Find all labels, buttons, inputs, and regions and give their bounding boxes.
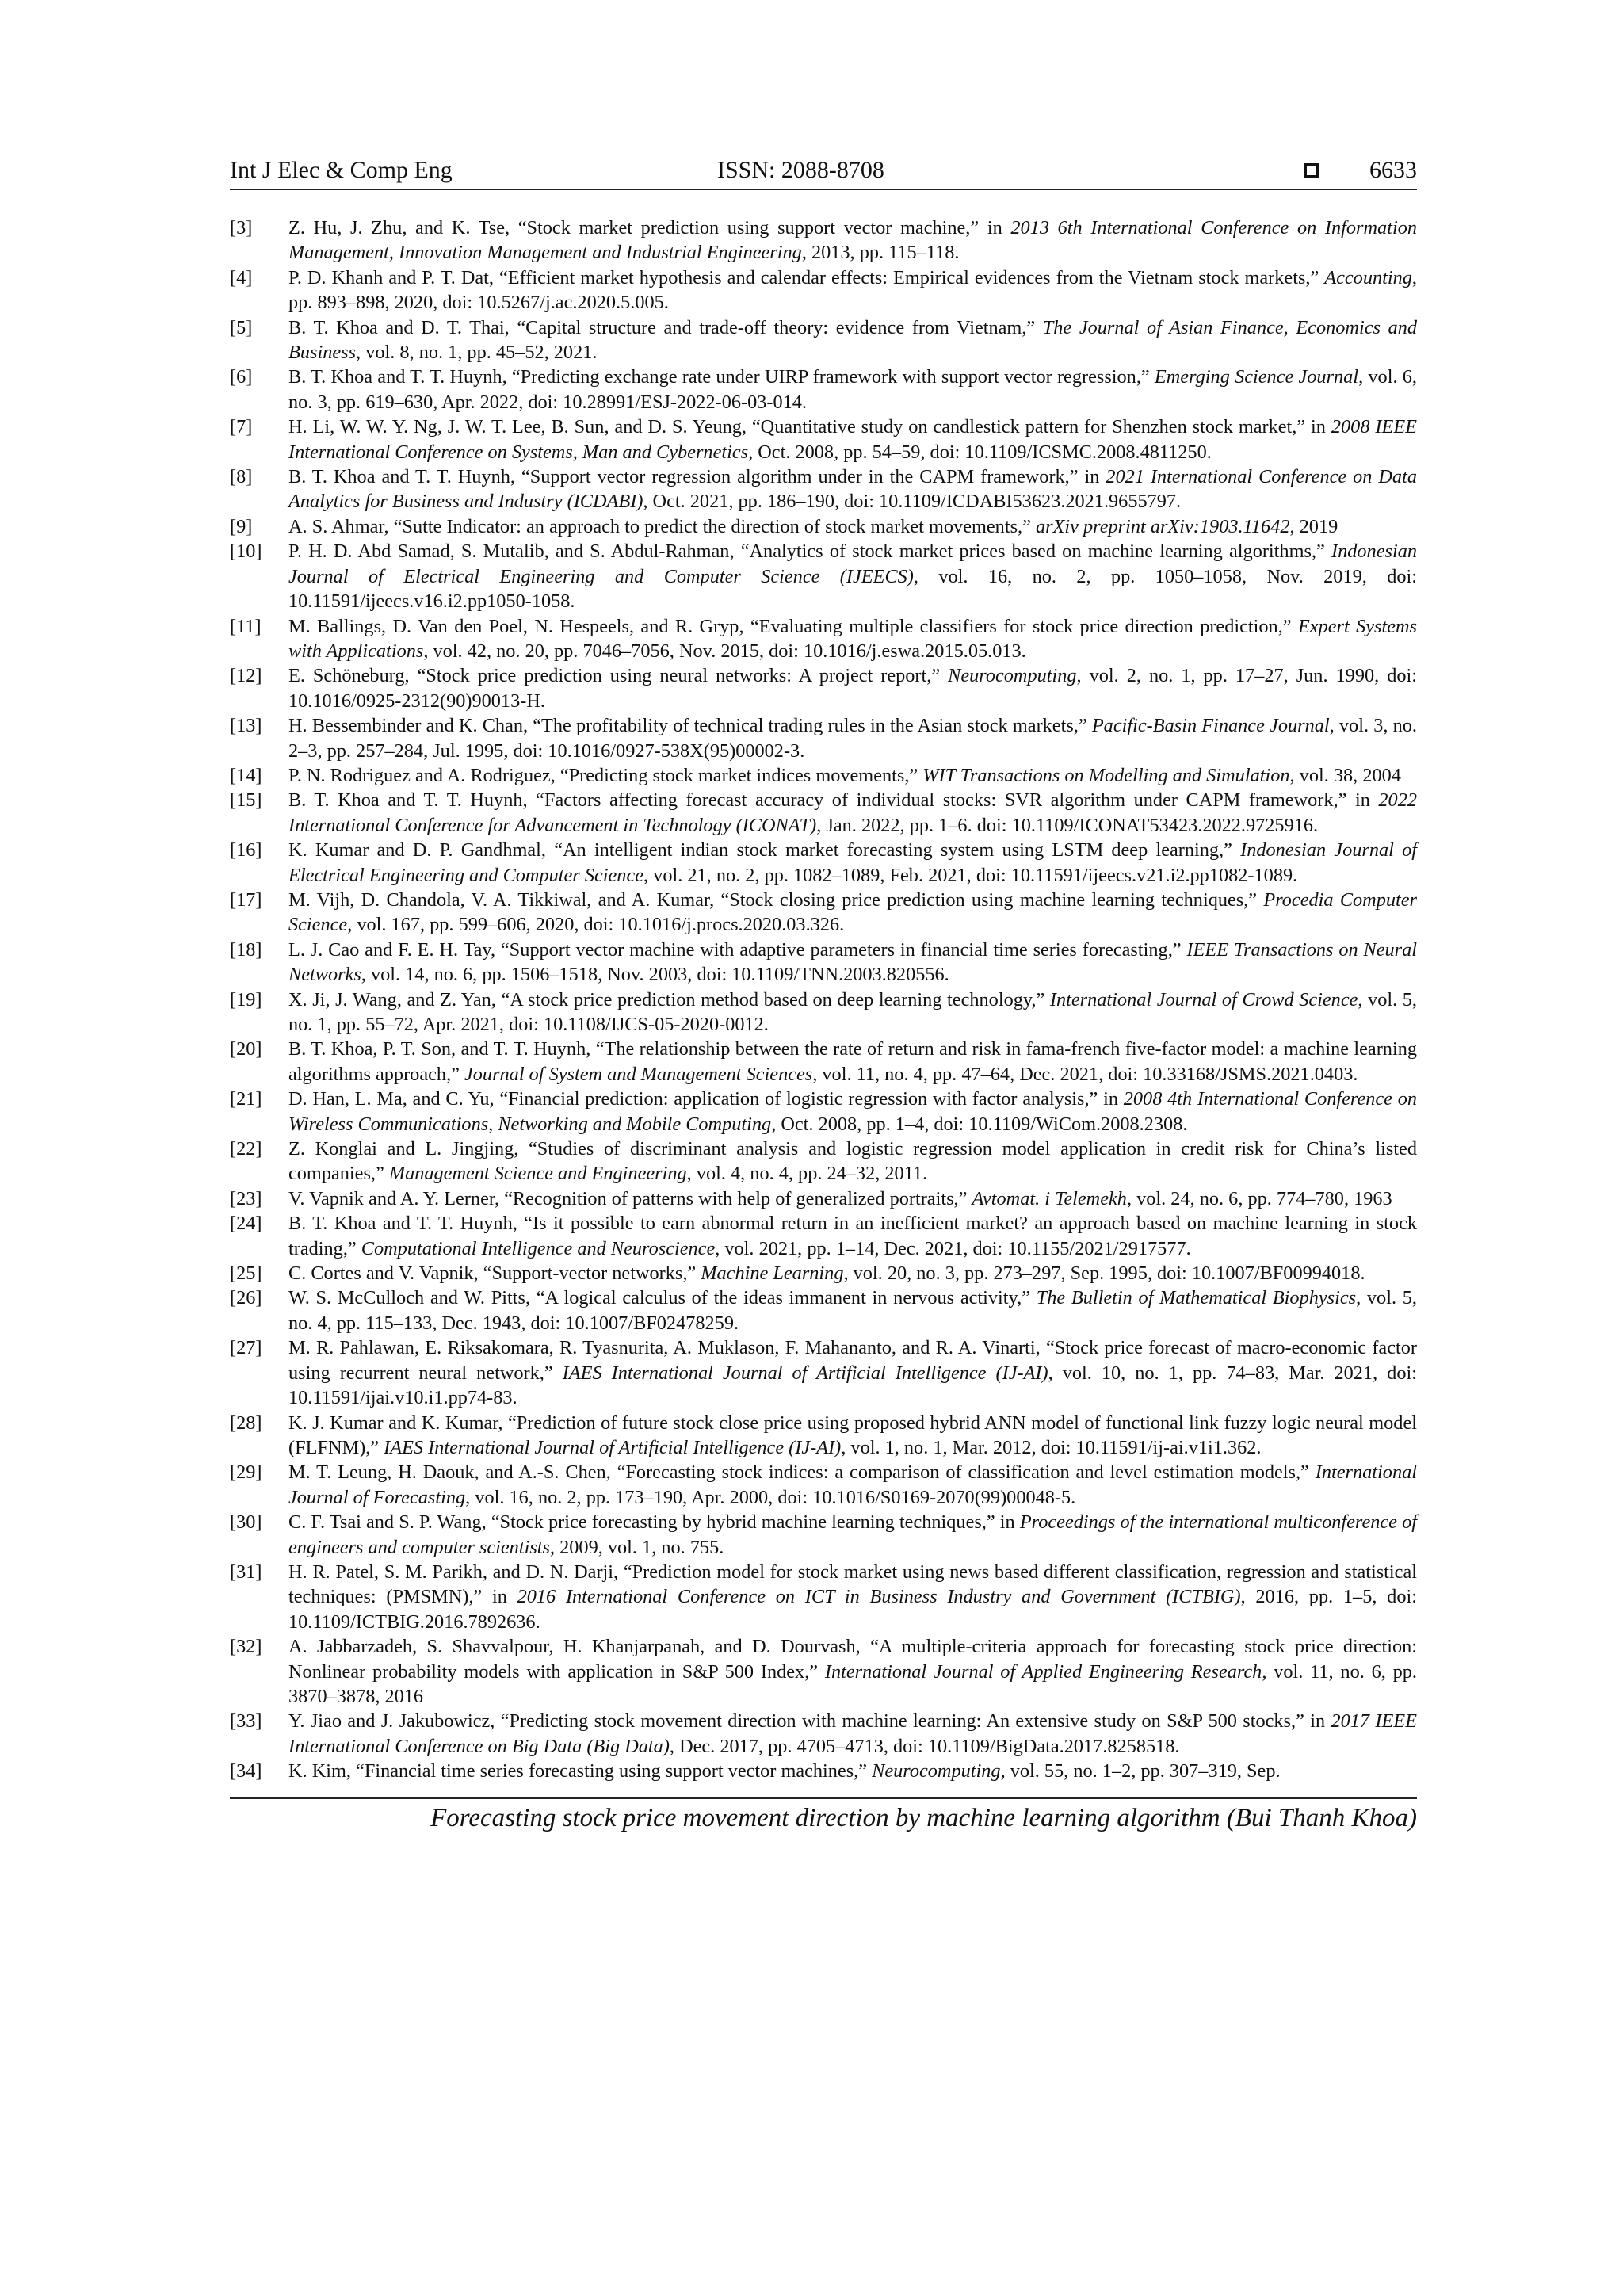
reference-segment: , vol. 4, no. 4, pp. 24–32, 2011. [686,1163,928,1185]
reference-source: Neurocomputing [872,1760,1001,1782]
reference-segment: Y. Jiao and J. Jakubowicz, “Predicting stock movement direction with machine learning: An extensive study on S&P 500 stocks,” in [288,1710,1331,1733]
reference-source: Avtomat. i Telemekh [972,1187,1127,1209]
reference-segment: , Dec. 2017, pp. 4705–4713, doi: 10.1109/BigData.2017.8258518. [669,1735,1180,1757]
reference-item [230,1137,1417,1186]
reference-item [230,1335,1417,1410]
reference-item [230,1709,1417,1759]
reference-text [288,838,1417,888]
reference-segment: B. T. Khoa and T. T. Huynh, “Is it possible to earn abnormal return in an inefficient market? an approach based on machine learning in stock trading,” [288,1213,1417,1259]
reference-source: 2022 International Conference for Advancement in Technology (ICONAT) [288,789,1417,836]
reference-text [288,1634,1417,1709]
reference-segment: , vol. 16, no. 2, pp. 173–190, Apr. 2000, doi: 10.1016/S0169-2070(99)00048-5. [465,1486,1076,1508]
reference-text [288,539,1417,613]
reference-item [230,838,1417,888]
reference-segment: K. J. Kumar and K. Kumar, “Prediction of future stock close price using proposed hybrid ANN model of functional link fuzzy logic neural model (FLFNM),” [288,1412,1417,1458]
reference-item [230,1286,1417,1335]
reference-text [288,1560,1417,1634]
reference-segment: , vol. 14, no. 6, pp. 1506–1518, Nov. 2003, doi: 10.1109/TNN.2003.820556. [361,964,949,986]
reference-number: [7] [230,416,253,438]
reference-item [230,988,1417,1037]
reference-segment: , vol. 16, no. 2, pp. 1050–1058, Nov. 2019, doi: 10.11591/ijeecs.v16.i2.pp1050-1058. [288,565,1417,613]
reference-item [230,539,1417,613]
reference-segment: , vol. 21, no. 2, pp. 1082–1089, Feb. 2021, doi: 10.11591/ijeecs.v21.i2.pp1082-1089. [643,864,1298,886]
reference-segment: B. T. Khoa and T. T. Huynh, “Factors affecting forecast accuracy of individual stocks: SVR algorithm under CAPM framework,” in [288,789,1379,812]
reference-segment: , vol. 10, no. 1, pp. 74–83, Mar. 2021, doi: 10.11591/ijai.v10.i1.pp74-83. [288,1362,1417,1409]
reference-number: [20] [230,1038,262,1060]
reference-item [230,1411,1417,1461]
reference-number: [14] [230,764,262,786]
reference-source: Machine Learning [701,1263,844,1285]
reference-source: 2021 International Conference on Data Analytics for Business and Industry (ICDABI) [288,466,1417,513]
reference-segment: V. Vapnik and A. Y. Lerner, “Recognition of patterns with help of generalized portraits,” [288,1187,972,1209]
reference-text [288,266,1417,315]
reference-segment: L. J. Cao and F. E. H. Tay, “Support vector machine with adaptive parameters in financial time series forecasting,” [288,938,1187,961]
reference-text [288,763,1417,788]
reference-segment: , vol. 167, pp. 599–606, 2020, doi: 10.1016/j.procs.2020.03.326. [347,914,845,936]
reference-source: Emerging Science Journal [1154,366,1359,388]
reference-text [288,1286,1417,1335]
footer-rule [230,1797,1417,1799]
reference-segment: , vol. 24, no. 6, pp. 774–780, 1963 [1126,1187,1392,1209]
reference-source: arXiv preprint arXiv:1903.11642 [1035,515,1290,537]
reference-item [230,888,1417,938]
reference-text [288,713,1417,763]
reference-text [288,938,1417,988]
reference-source: Accounting [1324,266,1412,288]
reference-source: Management Science and Engineering [388,1163,687,1185]
reference-number: [26] [230,1287,262,1309]
running-header [230,155,1417,190]
reference-segment: , vol. 6, no. 3, pp. 619–630, Apr. 2022, doi: 10.28991/ESJ-2022-06-03-014. [288,366,1417,413]
reference-number: [13] [230,715,262,737]
reference-segment: , vol. 11, no. 6, pp. 3870–3878, 2016 [288,1660,1417,1707]
reference-source: Neurocomputing [948,665,1077,687]
reference-segment: , vol. 55, no. 1–2, pp. 307–319, Sep. [1000,1760,1281,1782]
reference-item [230,1560,1417,1634]
reference-segment: Z. Hu, J. Zhu, and K. Tse, “Stock market prediction using support vector machine,” in [288,217,1011,239]
reference-text [288,988,1417,1037]
reference-item [230,788,1417,838]
reference-text [288,663,1417,713]
reference-segment: M. T. Leung, H. Daouk, and A.-S. Chen, “Forecasting stock indices: a comparison of classification and level estimation models,” [288,1461,1316,1484]
reference-segment: X. Ji, J. Wang, and Z. Yan, “A stock price prediction method based on deep learning technology,” [288,988,1050,1010]
reference-item [230,1510,1417,1560]
reference-number: [4] [230,266,253,288]
reference-item [230,514,1417,539]
reference-segment: M. Ballings, D. Van den Poel, N. Hespeels, and R. Gryp, “Evaluating multiple classifiers for stock price direction prediction,” [288,615,1298,637]
reference-number: [12] [230,665,262,687]
reference-text [288,1411,1417,1461]
reference-segment: M. R. Pahlawan, E. Riksakomara, R. Tyasnurita, A. Muklason, F. Mahananto, and R. A. Vinarti, “Stock price forecast of macro-economic factor using recurrent neural network,” [288,1337,1417,1384]
reference-segment: D. Han, L. Ma, and C. Yu, “Financial prediction: application of logistic regression with factor analysis,” in [288,1088,1124,1110]
reference-item [230,663,1417,713]
reference-source: 2013 6th International Conference on Information Management, Innovation Management and Industrial Engineering [288,217,1417,264]
reference-segment: , 2019 [1289,515,1338,537]
reference-source: Computational Intelligence and Neuroscience [361,1237,716,1259]
reference-segment: P. N. Rodriguez and A. Rodriguez, “Predicting stock market indices movements,” [288,764,923,786]
reference-segment: A. S. Ahmar, “Sutte Indicator: an approach to predict the direction of stock market movements,” [288,515,1036,537]
reference-item [230,266,1417,315]
reference-segment: B. T. Khoa and T. T. Huynh, “Predicting exchange rate under UIRP framework with support vector regression,” [288,366,1155,388]
reference-segment: B. T. Khoa, P. T. Son, and T. T. Huynh, “The relationship between the rate of return and risk in fama-french five-factor model: a machine learning algorithms approach,” [288,1038,1417,1085]
reference-item [230,315,1417,365]
reference-segment: E. Schöneburg, “Stock price prediction using neural networks: A project report,” [288,665,949,687]
reference-segment: K. Kumar and D. P. Gandhmal, “An intelligent indian stock market forecasting system using LSTM deep learning,” [288,839,1241,861]
reference-number: [9] [230,515,253,537]
reference-segment: , vol. 20, no. 3, pp. 273–297, Sep. 1995, doi: 10.1007/BF00994018. [843,1263,1365,1285]
reference-source: Indonesian Journal of Electrical Engineering and Computer Science (IJEECS) [288,541,1417,587]
reference-segment: , vol. 3, no. 2–3, pp. 257–284, Jul. 1995, doi: 10.1016/0927-538X(95)00002-3. [288,715,1417,762]
reference-number: [18] [230,938,262,961]
reference-number: [23] [230,1187,262,1209]
reference-source: WIT Transactions on Modelling and Simulation [922,764,1290,786]
reference-number: [29] [230,1461,262,1484]
reference-segment: M. Vijh, D. Chandola, V. A. Tikkiwal, and A. Kumar, “Stock closing price prediction using machine learning techniques,” [288,888,1264,911]
reference-item [230,1037,1417,1087]
reference-item [230,1261,1417,1286]
reference-text [288,464,1417,514]
reference-item [230,464,1417,514]
reference-segment: , vol. 2, no. 1, pp. 17–27, Jun. 1990, doi: 10.1016/0925-2312(90)90013-H. [288,665,1417,712]
reference-source: International Journal of Applied Engineering Research [824,1660,1262,1683]
reference-segment: B. T. Khoa and T. T. Huynh, “Support vector regression algorithm under in the CAPM framework,” in [288,466,1106,488]
reference-segment: , 2009, vol. 1, no. 755. [549,1536,724,1558]
reference-source: International Journal of Crowd Science [1049,988,1358,1010]
reference-number: [34] [230,1760,262,1782]
reference-number: [19] [230,988,262,1010]
reference-segment: H. Li, W. W. Y. Ng, J. W. T. Lee, B. Sun, and D. S. Yeung, “Quantitative study on candlestick pattern for Shenzhen stock market,” in [288,416,1331,438]
reference-text [288,614,1417,664]
reference-text [288,1510,1417,1560]
reference-segment: , vol. 5, no. 4, pp. 115–133, Dec. 1943, doi: 10.1007/BF02478259. [288,1287,1417,1334]
reference-source: IAES International Journal of Artificial Intelligence (IJ-AI) [384,1436,842,1458]
running-footer: Forecasting stock price movement direction by machine learning algorithm (Bui Thanh Khoa) [430,1804,1417,1832]
reference-number: [22] [230,1138,262,1160]
reference-text [288,1037,1417,1087]
reference-text [288,1335,1417,1410]
reference-item [230,415,1417,464]
reference-source: International Journal of Forecasting [288,1461,1417,1508]
reference-segment: , vol. 38, 2004 [1289,764,1401,786]
reference-number: [17] [230,888,262,911]
reference-source: The Bulletin of Mathematical Biophysics [1036,1287,1357,1309]
reference-segment: , vol. 1, no. 1, Mar. 2012, doi: 10.11591/ij-ai.v1i1.362. [841,1436,1262,1458]
reference-text [288,415,1417,464]
reference-item [230,1634,1417,1709]
reference-segment: , Jan. 2022, pp. 1–6. doi: 10.1109/ICONAT53423.2022.9725916. [816,814,1319,836]
reference-item [230,1759,1417,1783]
reference-text [288,1460,1417,1510]
reference-item [230,938,1417,988]
reference-source: 2016 International Conference on ICT in Business Industry and Government (ICTBIG) [517,1586,1241,1608]
reference-number: [32] [230,1636,262,1658]
reference-source: Proceedings of the international multiconference of engineers and computer scientists [288,1511,1417,1558]
reference-text [288,1709,1417,1759]
issn: ISSN: 2088-8708 [717,157,884,183]
reference-text [288,1137,1417,1186]
reference-item [230,1186,1417,1211]
reference-text [288,315,1417,365]
reference-item [230,1087,1417,1137]
reference-segment: , vol. 5, no. 1, pp. 55–72, Apr. 2021, doi: 10.1108/IJCS-05-2020-0012. [288,988,1417,1035]
reference-source: 2017 IEEE International Conference on Big Data (Big Data) [288,1710,1417,1757]
reference-text [288,514,1417,539]
reference-text [288,216,1417,266]
reference-text [288,365,1417,415]
reference-item [230,1211,1417,1261]
reference-number: [11] [230,615,262,637]
reference-text [288,1211,1417,1261]
reference-item [230,216,1417,266]
reference-number: [24] [230,1213,262,1235]
reference-number: [6] [230,366,253,388]
reference-segment: W. S. McCulloch and W. Pitts, “A logical calculus of the ideas immanent in nervous activity,” [288,1287,1037,1309]
reference-number: [27] [230,1337,262,1359]
reference-source: The Journal of Asian Finance, Economics and Business [288,316,1417,364]
reference-text [288,788,1417,838]
reference-item [230,614,1417,664]
reference-text [288,1759,1417,1783]
reference-source: IAES International Journal of Artificial Intelligence (IJ-AI) [562,1362,1048,1384]
reference-segment: , vol. 8, no. 1, pp. 45–52, 2021. [356,342,598,364]
reference-segment: H. Bessembinder and K. Chan, “The profitability of technical trading rules in the Asian stock markets,” [288,715,1092,737]
reference-item [230,713,1417,763]
reference-segment: , Oct. 2021, pp. 186–190, doi: 10.1109/ICDABI53623.2021.9655797. [643,491,1182,513]
page-number: 6633 [1369,157,1417,183]
reference-number: [31] [230,1561,262,1583]
reference-segment: A. Jabbarzadeh, S. Shavvalpour, H. Khanjarpanah, and D. Dourvash, “A multiple-criteria approach for forecasting stock price direction: Nonlinear probability models with application in S&P 500 Index,” [288,1636,1417,1683]
reference-item [230,365,1417,415]
journal-name: Int J Elec & Comp Eng [230,157,453,183]
reference-number: [16] [230,839,262,861]
reference-number: [25] [230,1263,262,1285]
reference-segment: , vol. 42, no. 20, pp. 7046–7056, Nov. 2015, doi: 10.1016/j.eswa.2015.05.013. [423,640,1026,662]
reference-source: Indonesian Journal of Electrical Engineering and Computer Science [288,839,1417,886]
reference-segment: , pp. 893–898, 2020, doi: 10.5267/j.ac.2020.5.005. [288,266,1417,314]
reference-number: [30] [230,1511,262,1534]
reference-source: 2008 4th International Conference on Wireless Communications, Networking and Mobile Computing [288,1088,1417,1135]
reference-source: IEEE Transactions on Neural Networks [288,938,1417,986]
reference-segment: B. T. Khoa and D. T. Thai, “Capital structure and trade-off theory: evidence from Vietnam,” [288,316,1043,338]
reference-segment: C. Cortes and V. Vapnik, “Support-vector networks,” [288,1263,701,1285]
reference-number: [10] [230,541,262,563]
reference-number: [3] [230,217,253,239]
reference-segment: C. F. Tsai and S. P. Wang, “Stock price forecasting by hybrid machine learning techniques,” in [288,1511,1020,1534]
reference-segment: P. H. D. Abd Samad, S. Mutalib, and S. Abdul-Rahman, “Analytics of stock market prices based on machine learning algorithms,” [288,541,1332,563]
reference-number: [33] [230,1710,262,1733]
reference-segment: K. Kim, “Financial time series forecasting using support vector machines,” [288,1760,873,1782]
reference-item [230,1460,1417,1510]
reference-segment: , Oct. 2008, pp. 54–59, doi: 10.1109/ICSMC.2008.4811250. [748,441,1212,463]
reference-source: 2008 IEEE International Conference on Systems, Man and Cybernetics [288,416,1417,463]
reference-source: Journal of System and Management Sciences [464,1063,813,1085]
reference-segment: , Oct. 2008, pp. 1–4, doi: 10.1109/WiCom.2008.2308. [771,1113,1188,1135]
reference-text [288,888,1417,938]
square-outline-icon [1304,163,1319,178]
reference-item [230,763,1417,788]
reference-text [288,1087,1417,1137]
reference-segment: , 2016, pp. 1–5, doi: 10.1109/ICTBIG.2016.7892636. [288,1586,1417,1633]
reference-number: [15] [230,789,262,812]
reference-segment: , vol. 11, no. 4, pp. 47–64, Dec. 2021, doi: 10.33168/JSMS.2021.0403. [812,1063,1358,1085]
reference-number: [21] [230,1088,262,1110]
reference-segment: H. R. Patel, S. M. Parikh, and D. N. Darji, “Prediction model for stock market using news based different classification, regression and statistical techniques: (PMSMN),” in [288,1561,1417,1608]
reference-segment: , vol. 2021, pp. 1–14, Dec. 2021, doi: 10.1155/2021/2917577. [715,1237,1191,1259]
reference-number: [28] [230,1412,262,1434]
reference-source: Pacific-Basin Finance Journal [1091,715,1330,737]
reference-segment: , 2013, pp. 115–118. [801,242,960,264]
reference-segment: Z. Konglai and L. Jingjing, “Studies of discriminant analysis and logistic regression model application in credit risk for China’s listed companies,” [288,1138,1417,1185]
reference-list [230,216,1417,1784]
reference-source: Expert Systems with Applications [288,615,1417,662]
reference-text [288,1186,1417,1211]
reference-source: Procedia Computer Science [288,888,1418,936]
reference-segment: P. D. Khanh and P. T. Dat, “Efficient market hypothesis and calendar effects: Empirical evidences from the Vietnam stock markets,” [288,266,1325,288]
reference-text [288,1261,1417,1286]
reference-number: [8] [230,466,253,488]
reference-number: [5] [230,316,253,338]
